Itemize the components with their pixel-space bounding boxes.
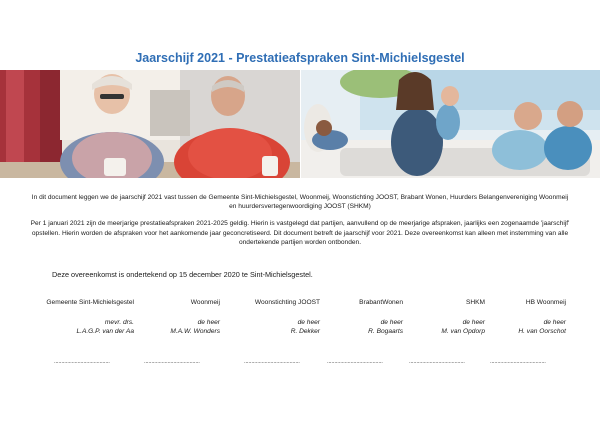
party-name: BrabantWonen [359, 299, 403, 307]
signature-line: ...................................... [409, 359, 465, 365]
signatory-gemeente [38, 290, 134, 336]
signatory-title: de heer [297, 319, 320, 326]
intro-text [30, 193, 570, 255]
party-name: Woonstichting JOOST [254, 299, 320, 307]
party-name: HB Woonmeij [525, 299, 566, 307]
signature-line: ...................................... [327, 359, 383, 365]
signatory-title: de heer [462, 319, 485, 326]
signatory-name: H. van Oorschot [518, 327, 566, 335]
signatory-name: M. van Opdorp [441, 327, 485, 335]
signature-line: ...................................... [144, 359, 200, 365]
intro-paragraph-2: Per 1 januari 2021 zijn de meerjarige prestatieafspraken 2021-2025 geldig. Hierin is vastgelegd dat partijen, aanvullend op de meerjarige afspraken, jaarlijks een zogenaamde 'jaarschijf' opstellen. Hierin worden de afspraken voor het aankomende jaar geconcretiseerd. Dit document betreft de jaarschijf voor 2021. Deze overeenkomst kan alleen met instemming van alle ondertekende partijen worden ontbonden. [30, 220, 570, 246]
signature-line: ...................................... [54, 359, 110, 365]
signing-statement: Deze overeenkomst is ondertekend op 15 december 2020 te Sint-Michielsgestel. [52, 270, 313, 279]
party-name: Gemeente Sint-Michielsgestel [46, 299, 134, 307]
signatories-block [46, 290, 572, 370]
signatory-name: L.A.G.P. van der Aa [76, 327, 134, 335]
left-photo [0, 70, 300, 178]
signatory-title: de heer [543, 319, 566, 326]
signatory-name: R. Bogaarts [368, 327, 403, 335]
signatory-name: M.A.W. Wonders [170, 327, 220, 335]
signatory-title: de heer [197, 319, 220, 326]
intro-paragraph-1: In dit document leggen we de jaarschijf 2021 vast tussen de Gemeente Sint-Michielsgestel, Woonmeij, Woonstichting JOOST, Brabant Wonen, Huurders Belangenvereniging Woonmeij en huurdersvertegenwoordiging JOOST (SHKM) [31, 194, 569, 211]
party-name: Woonmeij [190, 299, 220, 307]
signatory-woonmeij [124, 290, 220, 336]
signatory-title: mevr. drs. [104, 319, 134, 326]
signature-line: ...................................... [490, 359, 546, 365]
banner-photos [0, 70, 600, 178]
signatory-title: de heer [380, 319, 403, 326]
document-title: Jaarschijf 2021 - Prestatieafspraken Sint-Michielsgestel [135, 51, 465, 65]
signatory-joost [224, 290, 320, 336]
signatory-hb-woonmeij [470, 290, 566, 336]
right-photo [301, 70, 600, 178]
signature-line: ...................................... [244, 359, 300, 365]
party-name: SHKM [465, 299, 485, 307]
signatory-name: R. Dekker [290, 327, 320, 335]
